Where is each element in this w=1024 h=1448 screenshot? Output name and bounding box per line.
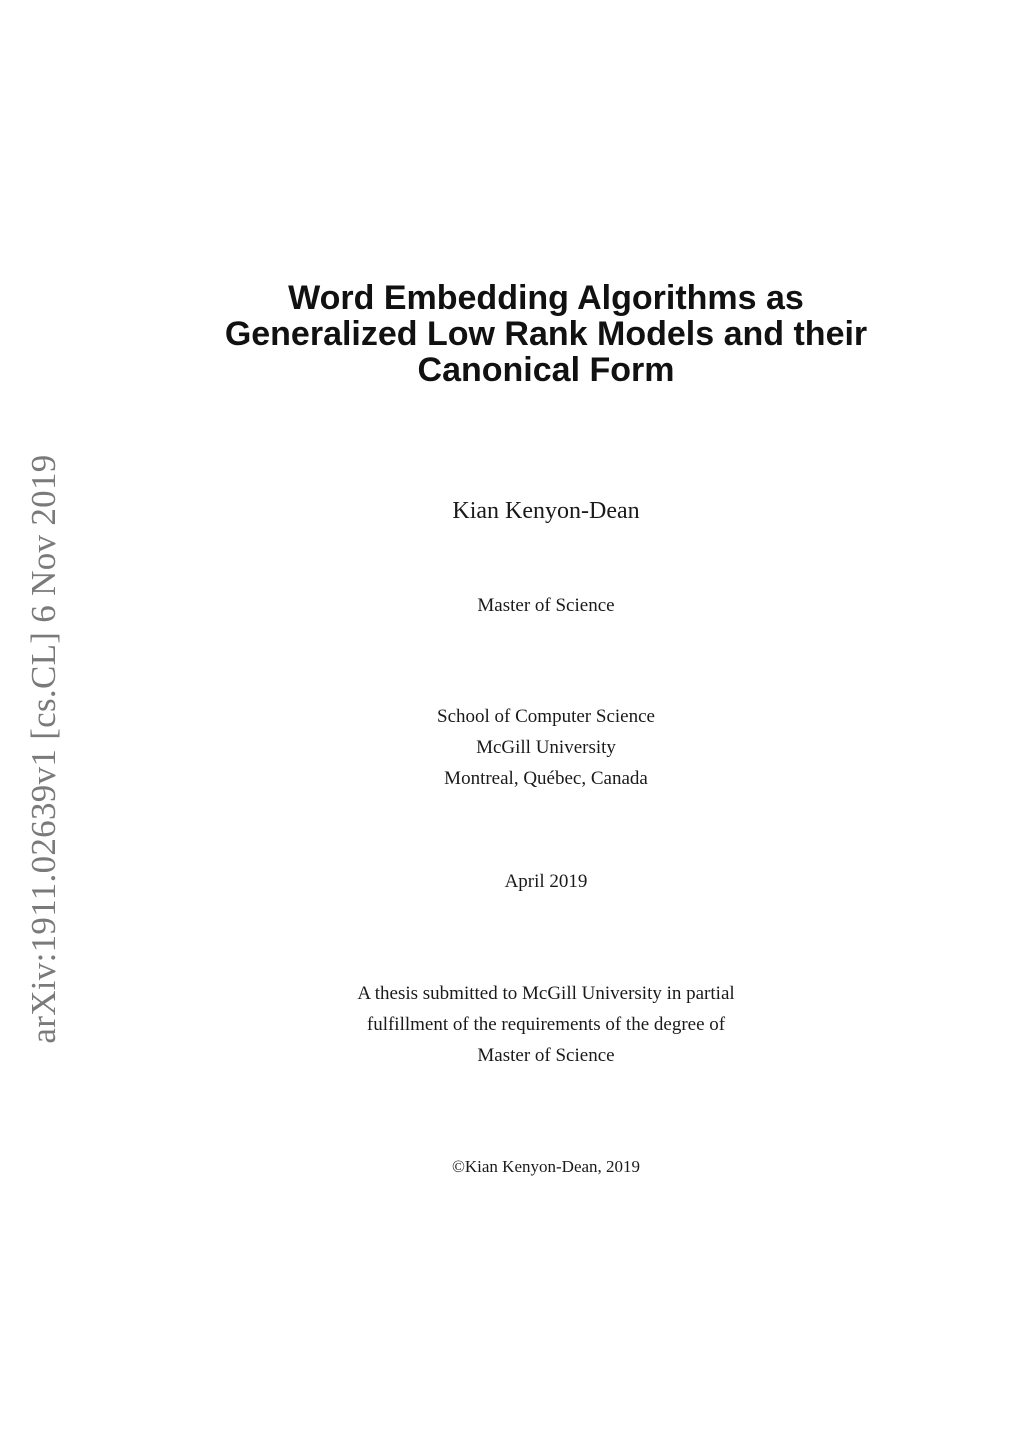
submission-date: April 2019 — [504, 871, 588, 892]
university-name: McGill University — [476, 737, 616, 758]
thesis-statement-line-2: fulfillment of the requirements of the degree of — [366, 1014, 726, 1035]
school-name: School of Computer Science — [437, 706, 655, 727]
thesis-title-line-1: Word Embedding Algorithms as — [288, 279, 804, 317]
author-name: Kian Kenyon-Dean — [452, 498, 640, 524]
thesis-title-line-2: Generalized Low Rank Models and their — [224, 315, 868, 353]
thesis-title — [200, 280, 892, 388]
thesis-statement-line-1: A thesis submitted to McGill University in partial — [357, 983, 735, 1004]
arxiv-identifier-stamp: arXiv:1911.02639v1 [cs.CL] 6 Nov 2019 — [24, 454, 63, 1044]
degree-name: Master of Science — [477, 595, 615, 616]
copyright-notice: ©Kian Kenyon-Dean, 2019 — [451, 1157, 641, 1176]
thesis-title-line-3: Canonical Form — [417, 351, 675, 389]
thesis-statement-line-3: Master of Science — [477, 1045, 615, 1066]
location: Montreal, Québec, Canada — [444, 768, 648, 789]
